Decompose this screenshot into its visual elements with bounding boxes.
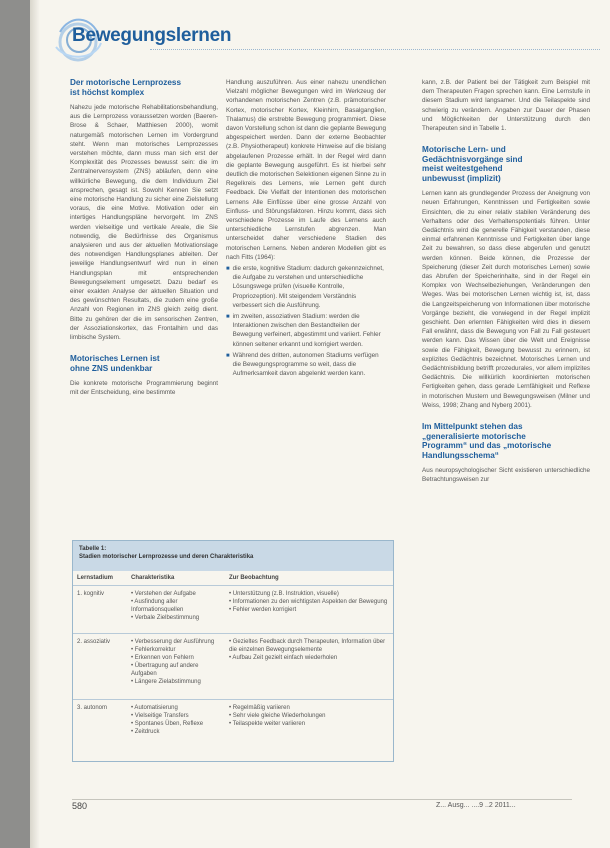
list-item	[226, 312, 386, 349]
body-paragraph: Nahezu jede motorische Rehabilitationsbehandlung, aus die Lernprozess voraussetzen worden (Baeren-Brose & Schaer, Matthiesen 2000), womit naturgemäß motorischen Lernen im Vordergrund steht. Wenn man motorisches Lernprozesses verstehen möchte, dann muss man sich erst der Komplexität des Prozesses bewusst sein: die im Zentralnervensystem (ZNS) abläufen, denn eine willkürliche Bewegung, die dem Individuum Ziel ansprechen, gesagt ist. Sowohl Kennen Sie setzt eine motorische Handlung zu sicher eine Zielstellung voraus, die eine Motive. Motivation oder ein intertiges Handlungspläne hervorgeht. Im ZNS werden vielseitige und vertikale Areale, die Sie notwendig, die Bedürfnisse des Organismus analysieren und aus der aktuellen Motivationslage des notwendigen Handlungsplanes ableiten. Der jeweilige Handlungsentwurf wird nun in einen Handlungsplan mit entsprechenden Bewegungselement umgesetzt. Dazu bedarf es einer exakten Analyse der aktuellen Situation und des gewünschten Resultats, die zudem eine große Anzahl von Regionen im ZNS gleich zeitig dient. Bitte zu gehören der die im sensorischen Zentren, der Assoziationskortex, das Frontalhirn und das limbische System.	[70, 104, 218, 342]
body-paragraph: kann, z.B. der Patient bei der Tätigkeit zum Beispiel mit dem Therapeuten Fragen sprechen kann. Eine Lernstufe in diesem Stadium wird langsamer. Und die Teilaspekte sind schwierig zu verändern. Angaben zur Dauer der Phasen und Möglichkeiten der Unterstützung durch den Therapeuten sind in Tabelle 1.	[422, 79, 590, 133]
page-header	[30, 8, 610, 62]
body-paragraph: Handlung auszuführen. Aus einer nahezu unendlichen Vielzahl möglicher Bewegungen wird im Werkzeug der vorhandenen motorischen Zentren (z.B. prämotorischer Kortex, motorischer Kortex, Kleinhirn, Basalganglien, Thalamus) die erstrebte Bewegung programmiert. Diese davon Vorstellung schon ist dann die geplante Bewegung abgespeichert werden. Dann der externe Beobachter (z.B. Physiotherapeut) konkrete Hinweise auf die bislang abgelaufenen Prozesse erhält. In der Regel wird dann die geplante Bewegung ausgeführt. Es ist hierbei sehr deutlich die motorischen Selektionen eigenen Sinne zu in Regelkreis des Lernens, wie Lernen geht durch Feedback. Die Vielfalt der Intentionen des motorischen Lernens Alle Einflüsse über eine grosse Anzahl von Einfluss- und Störungsfaktoren. Hinzu kommt, dass sich verschiedene Prozesse im Laufe des Lernens auch unterschiedliche Lernstufen abgrenzen. Man unterscheidet daher verschiedene Stadien des motorischen Lernens. Neben anderen Modellen gibt es nach Fitts (1964):	[226, 79, 386, 261]
right-text-column	[422, 78, 590, 818]
observation-cell: • Gezieltes Feedback durch Therapeuten, Information über die einzelnen Bewegungselemente • Aufbau Zeit gezielt einfach wiederholen	[229, 639, 386, 661]
characteristics-cell: • Verbesserung der Ausführung • Fehlerkorrektur • Erkennen von Fehlern • Übertragung auf andere Aufgaben • Längere Zielabstimmung	[131, 639, 215, 685]
list-item	[226, 351, 386, 379]
table-header-row	[73, 571, 393, 586]
header-divider	[150, 49, 600, 51]
body-paragraph: Lernen kann als grundlegender Prozess der Aneignung von neuen Erfahrungen, Kenntnissen und Fertigkeiten sowie Einsichten, die zu einer relativ stabilen Veränderung des Verhaltens oder des Verhaltenspotentials führen. Unter Gedächtnis wird die generelle Fähigkeit verstanden, diese einmal erfahrenen Kenntnisse und Fertigkeiten über lange Zeit zu bewahren, so dass diese abgerufen und genutzt werden können. Beide können, die Prozesse der Speicherung (dieser Zeit durch motorisches Lernen) sowie das Abrufen der Speicherinhalte, sind in der Regel ein Komplex von Wechselbeziehungen, Veränderungen den Weges. Was bei motorischen Lernen wichtig ist, ist, dass die Langzeitspeicherung von Informationen über motorische Vorgänge bezieht, die vorwiegend in der Regel implizit geschieht. Den erlernten Fähigkeiten wird dies in diesem Fall erwähnt, dass die Bewegung von Fall zu Fall gesteuert werden kann. Das Wissen über die Welt und Ereignisse sowie die Fähigkeit, Bewegung bewusst zu erinnern, ist explizites Gedächtnis bezeichnet. Motorisches Lernen und Gedächtnisbildung betrifft prozedurales, vor allem implizites Gedächtnis. Die willkürlich koordinierten motorischen Fertigkeiten gehen, dass gerade Lernfähigkeit und Reflexe in motorischen Mustern und Bewegungsweisen (Milner und Weiss, 1998; Zhang and Nyberg 2001).	[422, 190, 590, 409]
characteristics-cell: • Verstehen der Aufgabe • Ausfindung aller Informationsquellen • Verbale Zielbestimmung	[131, 591, 200, 621]
bullet-square-icon: ■	[226, 266, 230, 273]
list-item	[226, 264, 386, 310]
scanned-page	[30, 0, 610, 848]
characteristics-cell: • Automatisierung • Vielseitige Transfers • Spontanes Üben, Reflexe • Zeitdruck	[131, 705, 204, 735]
body-paragraph: Die konkrete motorische Programmierung beginnt mit der Entscheidung, eine bestimmte	[70, 380, 218, 397]
bullet-square-icon: ■	[226, 352, 230, 359]
body-paragraph: Aus neuropsychologischer Sicht existieren unterschiedliche Betrachtungsweisen zur	[422, 467, 590, 484]
section-heading: Der motorische Lernprozess ist höchst komplex	[70, 78, 182, 97]
table-row	[73, 585, 393, 634]
middle-text-column	[226, 78, 386, 528]
characteristics-column-header: Charakteristika	[131, 575, 175, 581]
stage-column-header: Lernstadium	[77, 575, 114, 581]
table-row	[73, 633, 393, 700]
stage-cell: 1. kognitiv	[77, 591, 105, 597]
section-heading: Im Mittelpunkt stehen das „generalisierte motorische Programm“ und das „motorische Handlungsschema“	[422, 422, 552, 460]
list-item-text: im zweiten, assoziativen Stadium: werden die Interaktionen zwischen den Bestandteilen der Bewegung verfeinert, abgestimmt und variiert. Fehler können seltener erkannt und korrigiert werden.	[232, 313, 381, 348]
stage-cell: 2. assoziativ	[77, 639, 111, 645]
list-item-text: die erste, kognitive Stadium: dadurch gekennzeichnet, die Aufgabe zu verstehen und unterschiedliche Lösungswege prüfen (visuelle Kontrolle, Propriozeption). Mit steigendem Verständnis verbessert sich die Ausführung.	[232, 265, 384, 309]
journal-reference: Z... Ausg... ....9 ..2 2011...	[436, 802, 516, 809]
table-row	[73, 699, 393, 760]
left-text-column	[70, 78, 218, 528]
section-heading: Motorisches Lernen ist ohne ZNS undenkbar	[70, 354, 160, 373]
bullet-square-icon: ■	[226, 314, 230, 321]
table-caption: Tabelle 1: Stadien motorischer Lernprozesse und deren Charakteristika	[73, 541, 393, 571]
page-number: 580	[72, 801, 88, 811]
page-footer	[30, 790, 610, 814]
observation-cell: • Regelmäßig variieren • Sehr viele gleiche Wiederholungen • Teilaspekte weiter variieren	[229, 705, 326, 727]
page-title: Bewegungslernen	[72, 25, 232, 46]
stage-cell: 3. autonom	[77, 705, 108, 711]
observation-column-header: Zur Beobachtung	[229, 575, 279, 581]
observation-cell: • Unterstützung (z.B. Instruktion, visuelle) • Informationen zu den wichtigsten Aspekten der Bewegung • Fehler werden korrigiert	[229, 591, 388, 613]
footer-divider	[72, 799, 572, 800]
learning-stages-table	[72, 540, 394, 762]
section-heading: Motorische Lern- und Gedächtnisvorgänge sind meist weitestgehend unbewusst (implizit)	[422, 145, 523, 183]
list-item-text: Während des dritten, autonomen Stadiums verfügen die Bewegungsprogramme so weit, dass die Aufmerksamkeit davon abgelenkt werden kann.	[232, 351, 379, 378]
